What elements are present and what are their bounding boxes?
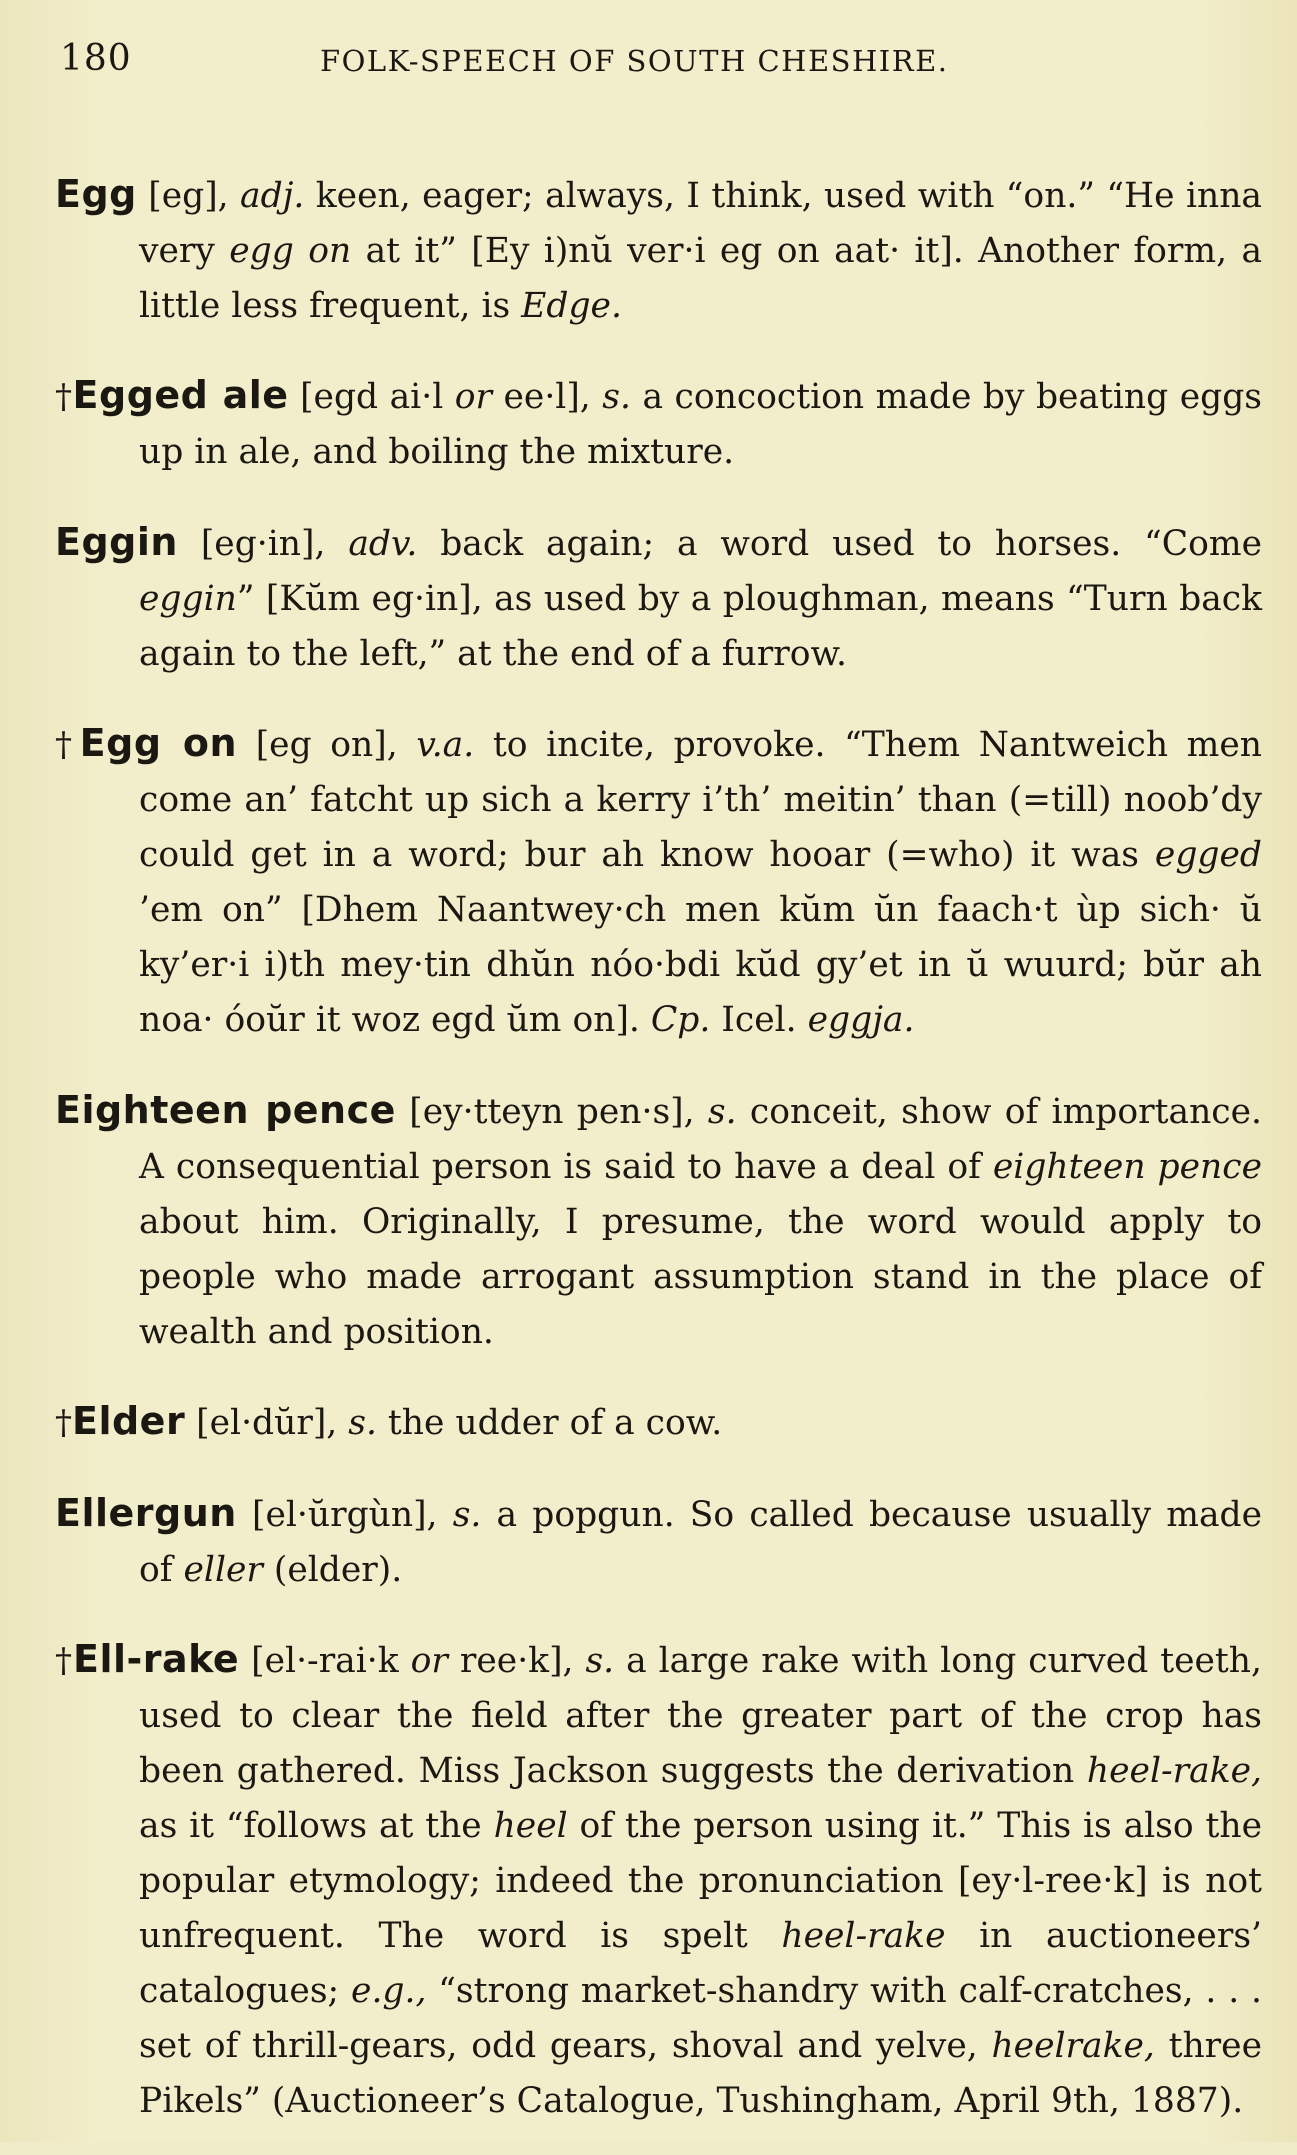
definition-text: ’em on” [Dhem Naantwey·ch men kŭm ŭn faach·t ùp sich· ŭ ky’er·i i)th mey·tin dhŭn nóo·bdi kŭd gy’et in ŭ wuurd; bŭr ah noa· óoŭr it woz egd ŭm on]. bbox=[139, 890, 1262, 1040]
definition-text: in auctioneers’ catalogues; bbox=[139, 1916, 1263, 2011]
entry-ellergun bbox=[55, 1486, 1262, 1598]
definition-text: ” [Kŭm eg·in], as used by a ploughman, means “Turn back again to the left,” at the end of a furrow. bbox=[139, 578, 1262, 674]
pronunciation: [el·-rai·k bbox=[251, 1641, 399, 1681]
definition-text: a large rake with long curved teeth, used to clear the field after the greater part of the crop has been gathered. Miss Jackson suggests the derivation bbox=[139, 1641, 1262, 1791]
pronunciation: [eg on], bbox=[255, 725, 398, 765]
italic-term: eggin bbox=[139, 578, 237, 619]
definition-text: to incite, provoke. “Them Nantweich men come an’ fatcht up sich a kerry i’th’ meitin’ than (=till) noob’dy could get in a word; bur ah know hooar (=who) it was bbox=[139, 725, 1263, 875]
italic-term: Cp. bbox=[650, 1000, 711, 1040]
dictionary-entries bbox=[55, 132, 1262, 2155]
part-of-speech: s. bbox=[585, 1641, 615, 1681]
italic-term: eighteen pence bbox=[992, 1146, 1262, 1187]
running-title: FOLK-SPEECH OF SOUTH CHESHIRE. bbox=[320, 44, 949, 78]
italic-term: eggja. bbox=[807, 1000, 915, 1040]
pronunciation: [el·dŭr], bbox=[196, 1403, 338, 1443]
headword: Eighteen pence bbox=[55, 1087, 396, 1132]
dagger-mark: † bbox=[55, 377, 73, 417]
dagger-mark: † bbox=[55, 1403, 72, 1443]
part-of-speech: s. bbox=[452, 1494, 482, 1535]
headword: Egg bbox=[55, 171, 137, 216]
dagger-mark: † bbox=[55, 725, 80, 765]
part-of-speech: s. bbox=[602, 377, 631, 417]
pronunciation-alt: ree·k], bbox=[459, 1641, 574, 1681]
headword: Egged ale bbox=[72, 373, 289, 417]
definition-text: the udder of a cow. bbox=[387, 1403, 723, 1443]
dagger-mark: † bbox=[55, 1641, 73, 1681]
definition-text: about him. Originally, I presume, the word would apply to people who made arrogant assumption stand in the place of wealth and position. bbox=[139, 1201, 1262, 1352]
italic-term: Edge. bbox=[521, 285, 622, 326]
definition-text: as it “follows at the bbox=[139, 1806, 482, 1846]
part-of-speech: s. bbox=[707, 1091, 737, 1132]
part-of-speech: v.a. bbox=[416, 725, 475, 765]
entry-eighteen-pence bbox=[55, 1083, 1262, 1360]
italic-term: heelrake, bbox=[991, 2026, 1155, 2066]
entry-egg-on bbox=[55, 716, 1262, 1048]
running-header bbox=[60, 38, 1237, 88]
headword: Ell-rake bbox=[73, 1637, 240, 1681]
italic-term: egg on bbox=[229, 230, 352, 271]
headword: Ellergun bbox=[55, 1490, 237, 1535]
definition-text: Icel. bbox=[721, 1000, 797, 1040]
entry-egged-ale bbox=[55, 368, 1262, 480]
pronunciation-alt: ee·l], bbox=[503, 377, 591, 417]
headword: Eggin bbox=[55, 519, 178, 564]
headword: Elder bbox=[72, 1399, 186, 1443]
definition-text: a popgun. So called because usually made of bbox=[139, 1494, 1263, 1590]
definition-text: of the person using it.” This is also the popular etymology; indeed the pronunciation [ey·l-ree·k] is not unfrequent. The word is spelt bbox=[139, 1806, 1262, 1956]
definition-text: at it” [Ey i)nŭ ver·i eg on aat· it]. Another form, a little less frequent, is bbox=[139, 230, 1263, 326]
part-of-speech: adv. bbox=[348, 523, 418, 564]
entry-elder bbox=[55, 1394, 1262, 1451]
italic-term: heel bbox=[493, 1806, 568, 1846]
definition-text: back again; a word used to horses. “Come bbox=[440, 523, 1263, 564]
part-of-speech: adj. bbox=[240, 175, 305, 216]
italic-term: egged bbox=[1154, 835, 1263, 875]
definition-text: “strong market-shandry with calf-cratches, . . . set of thrill-gears, odd gears, shoval and yelve, bbox=[139, 1971, 1263, 2066]
italic-or: or bbox=[410, 1641, 448, 1681]
pronunciation: [eg·in], bbox=[200, 523, 326, 564]
pronunciation: [egd ai·l bbox=[300, 377, 444, 417]
definition-text: (elder). bbox=[273, 1549, 403, 1590]
part-of-speech: s. bbox=[348, 1403, 377, 1443]
entry-egg bbox=[55, 167, 1262, 334]
italic-or: or bbox=[454, 377, 492, 417]
pronunciation: [eg], bbox=[148, 175, 229, 216]
italic-term: heel-rake, bbox=[1086, 1751, 1263, 1791]
headword: Egg on bbox=[79, 721, 238, 765]
pronunciation: [el·ŭrgùn], bbox=[251, 1494, 438, 1535]
italic-term: heel-rake bbox=[781, 1916, 946, 1956]
entry-ell-rake bbox=[55, 1632, 1262, 2129]
definition-text: a concoction made by beating eggs up in ale, and boiling the mixture. bbox=[139, 377, 1263, 472]
entry-eggin bbox=[55, 515, 1262, 682]
definition-text: three Pikels” (Auctioneer’s Catalogue, Tushingham, April 9th, 1887). bbox=[139, 2026, 1263, 2121]
pronunciation: [ey·tteyn pen·s], bbox=[409, 1091, 695, 1132]
definition-text: conceit, show of importance. A consequential person is said to have a deal of bbox=[139, 1091, 1263, 1187]
definition-text: keen, eager; always, I think, used with “on.” “He inna very bbox=[139, 175, 1262, 271]
page-number: 180 bbox=[60, 38, 132, 79]
italic-term: e.g., bbox=[351, 1971, 427, 2011]
italic-term: eller bbox=[183, 1549, 263, 1590]
